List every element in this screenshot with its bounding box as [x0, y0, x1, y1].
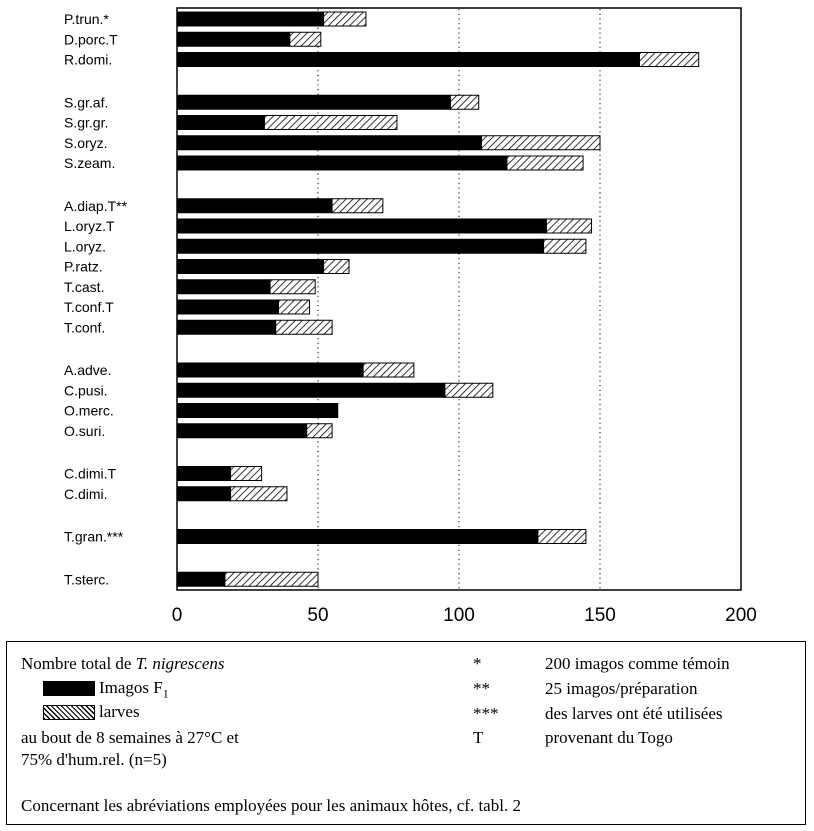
footnote-symbol-2: ** — [473, 679, 490, 698]
legend-larves-label: larves — [99, 702, 140, 721]
category-label-17: O.suri. — [64, 422, 106, 439]
bar-larves-15 — [445, 383, 493, 397]
category-label-13: T.conf. — [64, 319, 106, 336]
category-label-9: L.oryz. — [64, 238, 107, 255]
category-label-21: T.sterc. — [64, 571, 110, 588]
category-label-1: D.porc.T — [64, 31, 118, 48]
legend-condition-line2: 75% d'hum.rel. (n=5) — [21, 750, 167, 769]
bar-imagos-9 — [177, 239, 544, 253]
bar-imagos-7 — [177, 199, 332, 213]
bar-imagos-19 — [177, 487, 231, 501]
bar-larves-13 — [276, 320, 332, 334]
legend-imagos — [99, 678, 169, 703]
bar-larves-6 — [507, 156, 583, 170]
category-label-6: S.zeam. — [64, 155, 116, 171]
bar-imagos-3 — [177, 95, 451, 109]
category-label-18: C.dimi.T — [64, 465, 117, 482]
category-label-7: A.diap.T** — [64, 197, 128, 214]
bar-larves-18 — [231, 467, 262, 481]
bar-imagos-18 — [177, 467, 231, 481]
x-tick-label-0: 0 — [171, 605, 183, 626]
bar-larves-9 — [544, 239, 586, 253]
legend-imagos-subscript: 1 — [162, 686, 169, 701]
legend-title-prefix: Nombre total de — [21, 654, 136, 673]
bar-larves-4 — [264, 116, 397, 130]
legend-swatch-imagos — [43, 681, 95, 696]
footnote-text-3: des larves ont été utilisées — [545, 704, 723, 723]
bar-imagos-15 — [177, 383, 445, 397]
bar-imagos-13 — [177, 320, 276, 334]
footnote-text-4: provenant du Togo — [545, 728, 673, 747]
bar-larves-14 — [363, 363, 414, 377]
bar-imagos-14 — [177, 363, 363, 377]
category-label-15: C.pusi. — [64, 382, 108, 399]
category-label-11: T.cast. — [64, 278, 105, 295]
bar-larves-8 — [546, 219, 591, 233]
bar-imagos-10 — [177, 260, 324, 274]
footnote-symbol-3: *** — [473, 704, 499, 723]
legend-title-species: T. nigrescens — [135, 654, 225, 673]
footnote-text-2: 25 imagos/préparation — [545, 679, 698, 698]
x-tick-label-50: 50 — [307, 605, 329, 626]
bar-imagos-6 — [177, 156, 507, 170]
bar-imagos-20 — [177, 530, 538, 544]
category-label-19: C.dimi. — [64, 485, 108, 502]
category-label-14: A.adve. — [64, 362, 112, 378]
bar-larves-12 — [279, 300, 310, 314]
category-label-2: R.domi. — [64, 51, 113, 68]
bar-larves-0 — [324, 12, 366, 26]
category-label-16: O.merc. — [64, 402, 114, 419]
bar-imagos-2 — [177, 53, 639, 67]
legend-condition-line1: au bout de 8 semaines à 27°C et — [21, 728, 239, 747]
category-label-3: S.gr.af. — [64, 94, 109, 111]
bar-larves-5 — [482, 136, 600, 150]
bar-larves-20 — [538, 530, 586, 544]
category-label-10: P.ratz. — [64, 258, 103, 275]
bar-imagos-4 — [177, 116, 264, 130]
bar-imagos-11 — [177, 280, 270, 294]
bar-imagos-16 — [177, 404, 338, 418]
category-label-20: T.gran.*** — [64, 528, 124, 545]
bar-larves-2 — [639, 53, 698, 67]
bar-larves-19 — [231, 487, 287, 501]
category-label-12: T.conf.T — [64, 299, 114, 315]
legend-title — [21, 654, 225, 674]
bar-imagos-1 — [177, 32, 290, 46]
bar-larves-1 — [290, 32, 321, 46]
x-tick-label-200: 200 — [725, 605, 757, 626]
bar-larves-7 — [332, 199, 383, 213]
bar-larves-11 — [270, 280, 315, 294]
category-label-0: P.trun.* — [64, 11, 109, 27]
category-label-5: S.oryz. — [64, 134, 108, 151]
bar-imagos-17 — [177, 424, 307, 438]
bar-imagos-21 — [177, 572, 225, 586]
footnote-symbol-4: T — [473, 728, 484, 747]
footnote-symbol-1: * — [473, 654, 482, 673]
bar-imagos-8 — [177, 219, 546, 233]
bar-imagos-12 — [177, 300, 279, 314]
legend-box — [6, 641, 806, 825]
category-label-4: S.gr.gr. — [64, 114, 109, 131]
legend-imagos-label: Imagos F — [99, 678, 163, 697]
bar-larves-3 — [451, 95, 479, 109]
abbreviation-note: Concernant les abréviations employées pour les animaux hôtes, cf. tabl. 2 — [21, 796, 521, 815]
legend-swatch-larves — [43, 705, 95, 720]
x-tick-label-100: 100 — [443, 605, 475, 626]
bar-imagos-5 — [177, 136, 482, 150]
footnote-text-1: 200 imagos comme témoin — [545, 654, 730, 673]
bar-imagos-0 — [177, 12, 324, 26]
x-tick-label-150: 150 — [584, 605, 616, 626]
bar-larves-10 — [324, 260, 349, 274]
bar-larves-17 — [307, 424, 332, 438]
category-label-8: L.oryz.T — [64, 218, 115, 234]
bar-larves-21 — [225, 572, 318, 586]
